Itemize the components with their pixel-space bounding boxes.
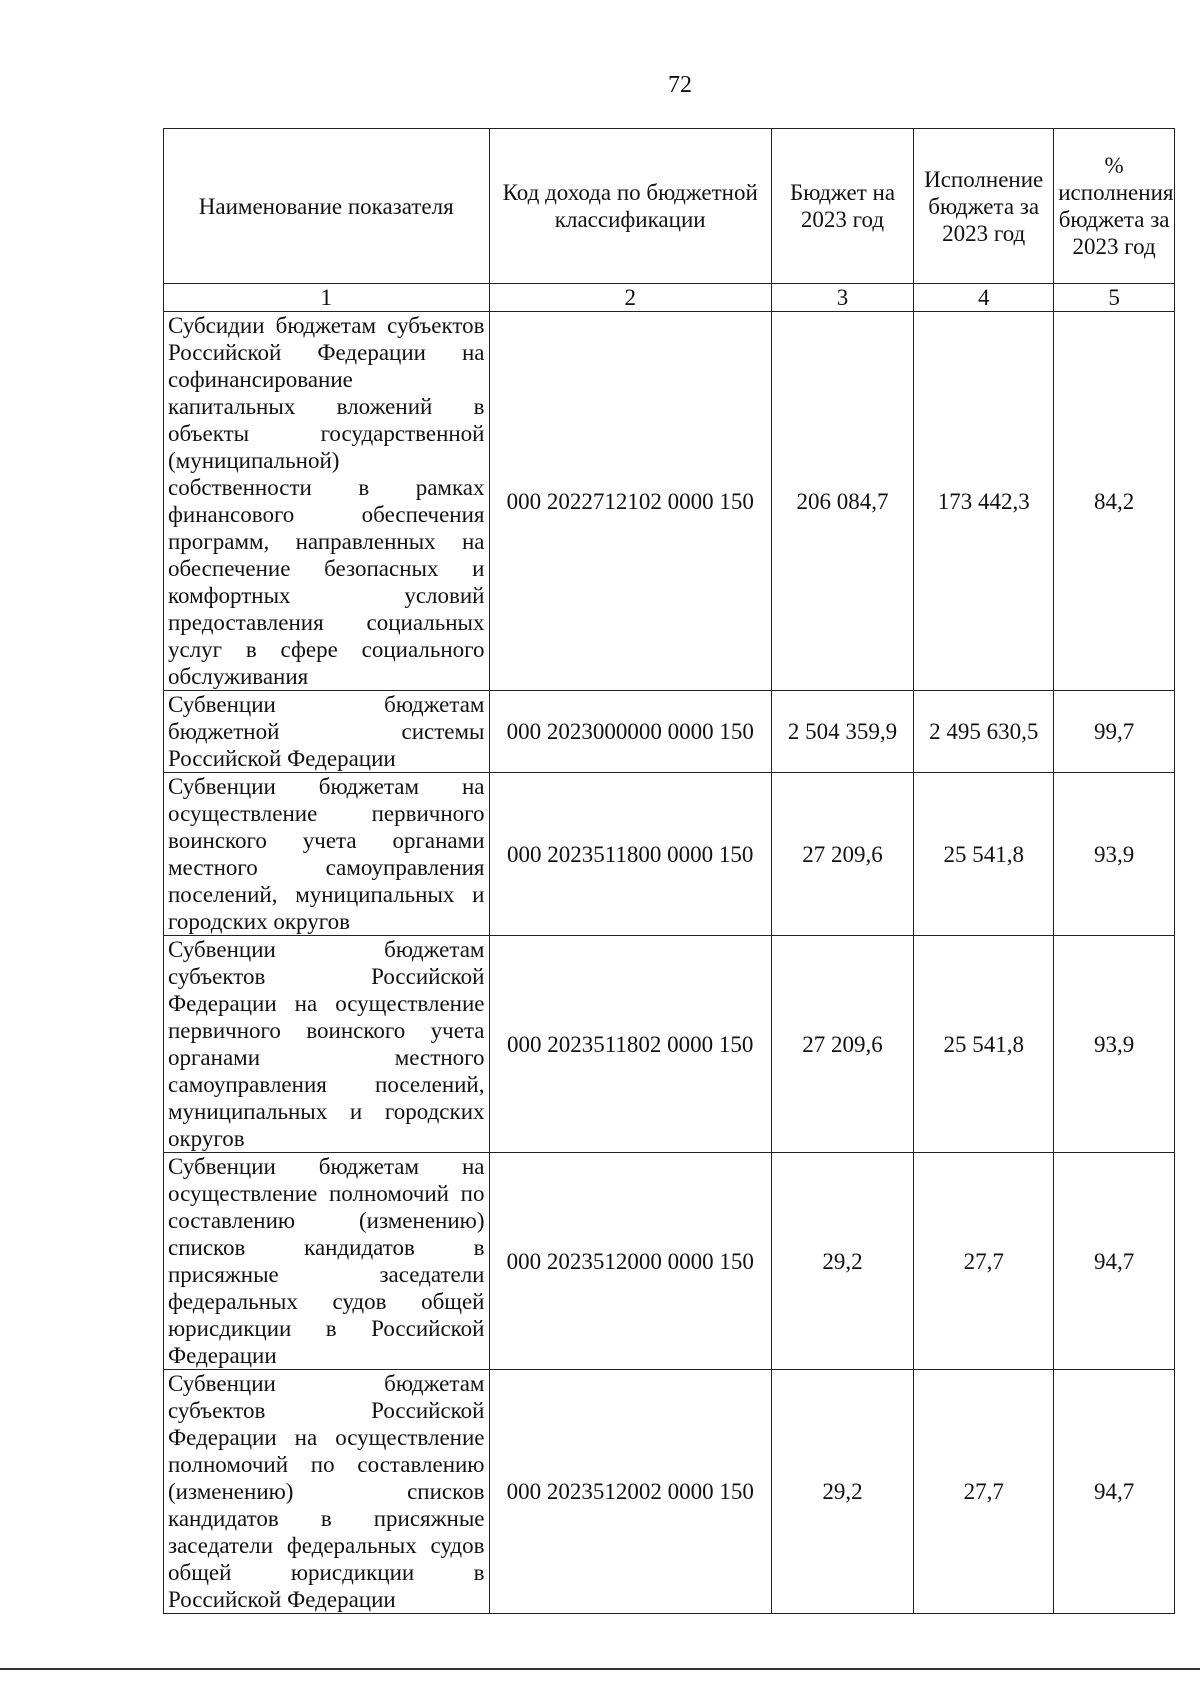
column-number: 2 bbox=[489, 284, 771, 312]
header-income-code: Код дохода по бюджетной классификации bbox=[489, 129, 771, 284]
indicator-name: Субсидии бюджетам субъектов Российской Федерации на софинансирование капитальных вложений в объекты государственной (муниципальной) собственности в рамках финансового обеспечения программ, направленных на обеспечение безопасных и комфортных условий предоставления социальных услуг в сфере социального обслуживания bbox=[164, 312, 490, 691]
percent-value: 93,9 bbox=[1054, 773, 1175, 936]
percent-value: 94,7 bbox=[1054, 1370, 1175, 1614]
budget-value: 29,2 bbox=[771, 1370, 913, 1614]
percent-value: 93,9 bbox=[1054, 936, 1175, 1153]
table-row bbox=[164, 1370, 1175, 1614]
indicator-name: Субвенции бюджетам бюджетной системы Российской Федерации bbox=[164, 691, 490, 773]
budget-table-container bbox=[163, 128, 1175, 1614]
column-number: 5 bbox=[1054, 284, 1175, 312]
execution-value: 173 442,3 bbox=[914, 312, 1054, 691]
indicator-name: Субвенции бюджетам на осуществление полномочий по составлению (изменению) списков кандидатов в присяжные заседатели федеральных судов общей юрисдикции в Российской Федерации bbox=[164, 1153, 490, 1370]
budget-value: 206 084,7 bbox=[771, 312, 913, 691]
column-number-row bbox=[164, 284, 1175, 312]
income-code: 000 2023512000 0000 150 bbox=[489, 1153, 771, 1370]
table-row bbox=[164, 691, 1175, 773]
column-number: 3 bbox=[771, 284, 913, 312]
execution-value: 25 541,8 bbox=[914, 773, 1054, 936]
table-row bbox=[164, 773, 1175, 936]
execution-value: 25 541,8 bbox=[914, 936, 1054, 1153]
income-code: 000 2023512002 0000 150 bbox=[489, 1370, 771, 1614]
execution-value: 27,7 bbox=[914, 1370, 1054, 1614]
table-row bbox=[164, 1153, 1175, 1370]
budget-value: 27 209,6 bbox=[771, 773, 913, 936]
table-row bbox=[164, 312, 1175, 691]
income-code: 000 2022712102 0000 150 bbox=[489, 312, 771, 691]
footer-divider bbox=[0, 1668, 1200, 1670]
percent-value: 99,7 bbox=[1054, 691, 1175, 773]
table-row bbox=[164, 936, 1175, 1153]
income-code: 000 2023511800 0000 150 bbox=[489, 773, 771, 936]
percent-value: 84,2 bbox=[1054, 312, 1175, 691]
page-number: 72 bbox=[668, 72, 692, 98]
income-code: 000 2023000000 0000 150 bbox=[489, 691, 771, 773]
budget-value: 2 504 359,9 bbox=[771, 691, 913, 773]
indicator-name: Субвенции бюджетам субъектов Российской Федерации на осуществление полномочий по составлению (изменению) списков кандидатов в присяжные заседатели федеральных судов общей юрисдикции в Российской Федерации bbox=[164, 1370, 490, 1614]
indicator-name: Субвенции бюджетам на осуществление первичного воинского учета органами местного самоуправления поселений, муниципальных и городских округов bbox=[164, 773, 490, 936]
header-percent: % исполнения бюджета за 2023 год bbox=[1054, 129, 1175, 284]
budget-value: 29,2 bbox=[771, 1153, 913, 1370]
percent-value: 94,7 bbox=[1054, 1153, 1175, 1370]
column-number: 4 bbox=[914, 284, 1054, 312]
header-budget: Бюджет на 2023 год bbox=[771, 129, 913, 284]
execution-value: 27,7 bbox=[914, 1153, 1054, 1370]
header-indicator-name: Наименование показателя bbox=[164, 129, 490, 284]
header-row bbox=[164, 129, 1175, 284]
header-execution: Исполнение бюджета за 2023 год bbox=[914, 129, 1054, 284]
budget-value: 27 209,6 bbox=[771, 936, 913, 1153]
income-code: 000 2023511802 0000 150 bbox=[489, 936, 771, 1153]
indicator-name: Субвенции бюджетам субъектов Российской Федерации на осуществление первичного воинского учета органами местного самоуправления поселений, муниципальных и городских округов bbox=[164, 936, 490, 1153]
column-number: 1 bbox=[164, 284, 490, 312]
execution-value: 2 495 630,5 bbox=[914, 691, 1054, 773]
budget-table bbox=[163, 128, 1175, 1614]
